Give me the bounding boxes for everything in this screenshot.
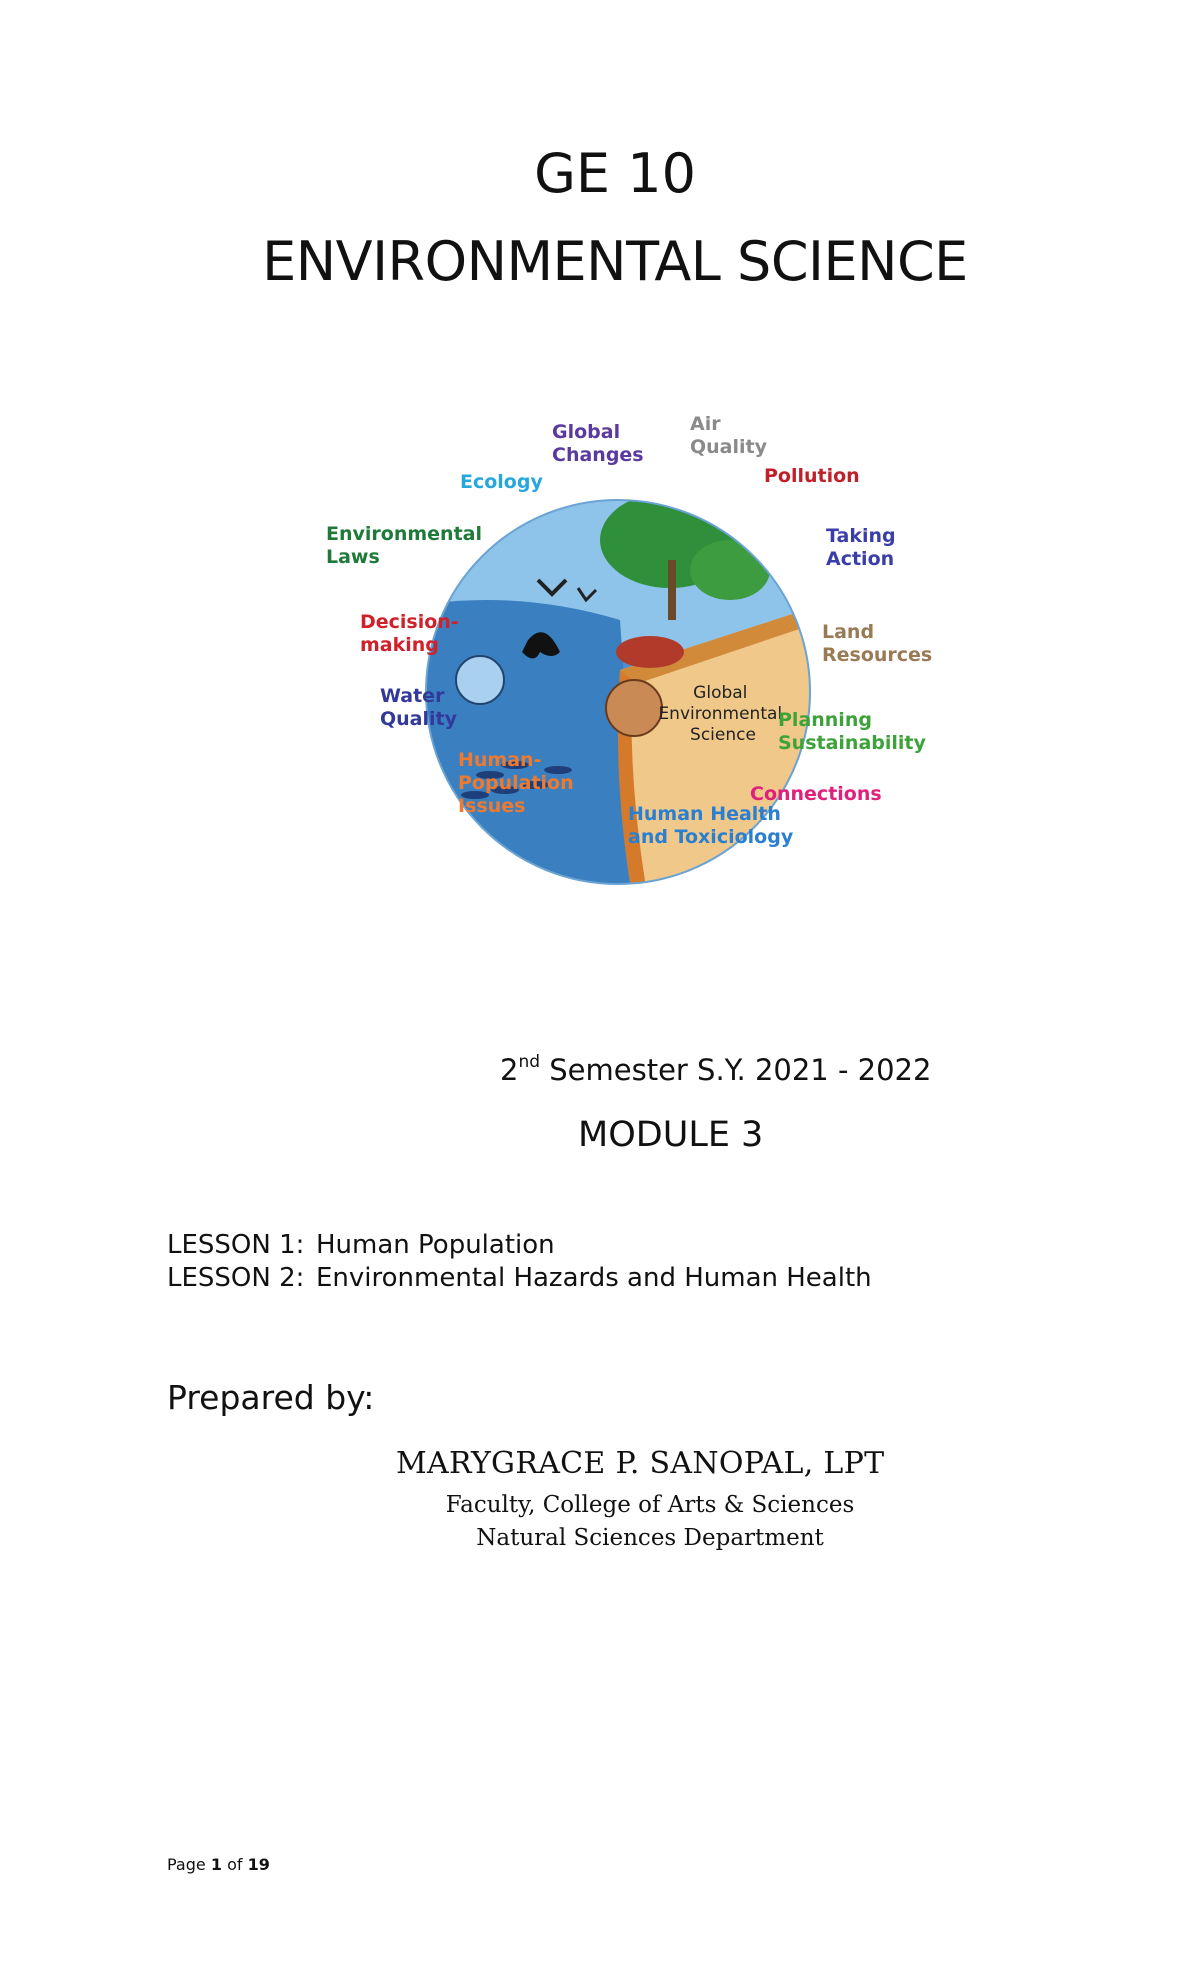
semester-ordinal-suffix: nd xyxy=(518,1052,541,1072)
lesson-label: LESSON 1: xyxy=(167,1230,305,1260)
author-faculty: Faculty, College of Arts & Sciences xyxy=(445,1492,855,1518)
page-total: 19 xyxy=(247,1855,270,1874)
topic-label: Connections xyxy=(750,783,882,805)
topic-label: Land Resources xyxy=(822,621,933,666)
topic-label: Decision-making xyxy=(360,611,459,656)
topic-label: Environmental Laws xyxy=(326,523,482,568)
module-title: MODULE 3 xyxy=(578,1115,764,1155)
lesson-title: Environmental Hazards and Human Health xyxy=(316,1263,872,1293)
page-footer xyxy=(167,1855,270,1874)
semester-line xyxy=(500,1052,931,1087)
of-word: of xyxy=(227,1855,243,1874)
author-name: MARYGRACE P. SANOPAL, LPT xyxy=(396,1446,885,1481)
semester-ordinal: 2 xyxy=(500,1053,519,1087)
lesson-item xyxy=(167,1262,872,1295)
title-line-2: ENVIRONMENTAL SCIENCE xyxy=(262,230,968,293)
page-number: 1 xyxy=(210,1855,222,1874)
semester-text: Semester S.Y. 2021 - 2022 xyxy=(549,1053,932,1087)
lesson-title: Human Population xyxy=(316,1230,555,1260)
author-department: Natural Sciences Department xyxy=(476,1525,824,1551)
topic-label: Air Quality xyxy=(690,413,767,458)
title-line-1: GE 10 xyxy=(534,142,696,205)
topic-label: Human-Population Issues xyxy=(458,749,574,817)
topic-label: Water Quality xyxy=(380,685,457,730)
lesson-label: LESSON 2: xyxy=(167,1263,305,1293)
topic-label: Global Changes xyxy=(552,421,644,466)
lesson-list xyxy=(167,1229,872,1295)
lesson-item xyxy=(167,1229,872,1262)
topic-label: Planning Sustainability xyxy=(778,709,926,754)
page-word: Page xyxy=(167,1855,206,1874)
topic-label: Taking Action xyxy=(826,525,896,570)
topic-label: Pollution xyxy=(764,465,860,487)
topic-label: Ecology xyxy=(460,471,543,493)
prepared-by-label: Prepared by: xyxy=(167,1378,375,1417)
globe-center-label: Global Environmental Science xyxy=(658,683,783,745)
topic-label: Human Health and Toxiciology xyxy=(628,803,794,848)
environmental-science-diagram xyxy=(290,390,950,950)
author-role xyxy=(430,1489,870,1555)
